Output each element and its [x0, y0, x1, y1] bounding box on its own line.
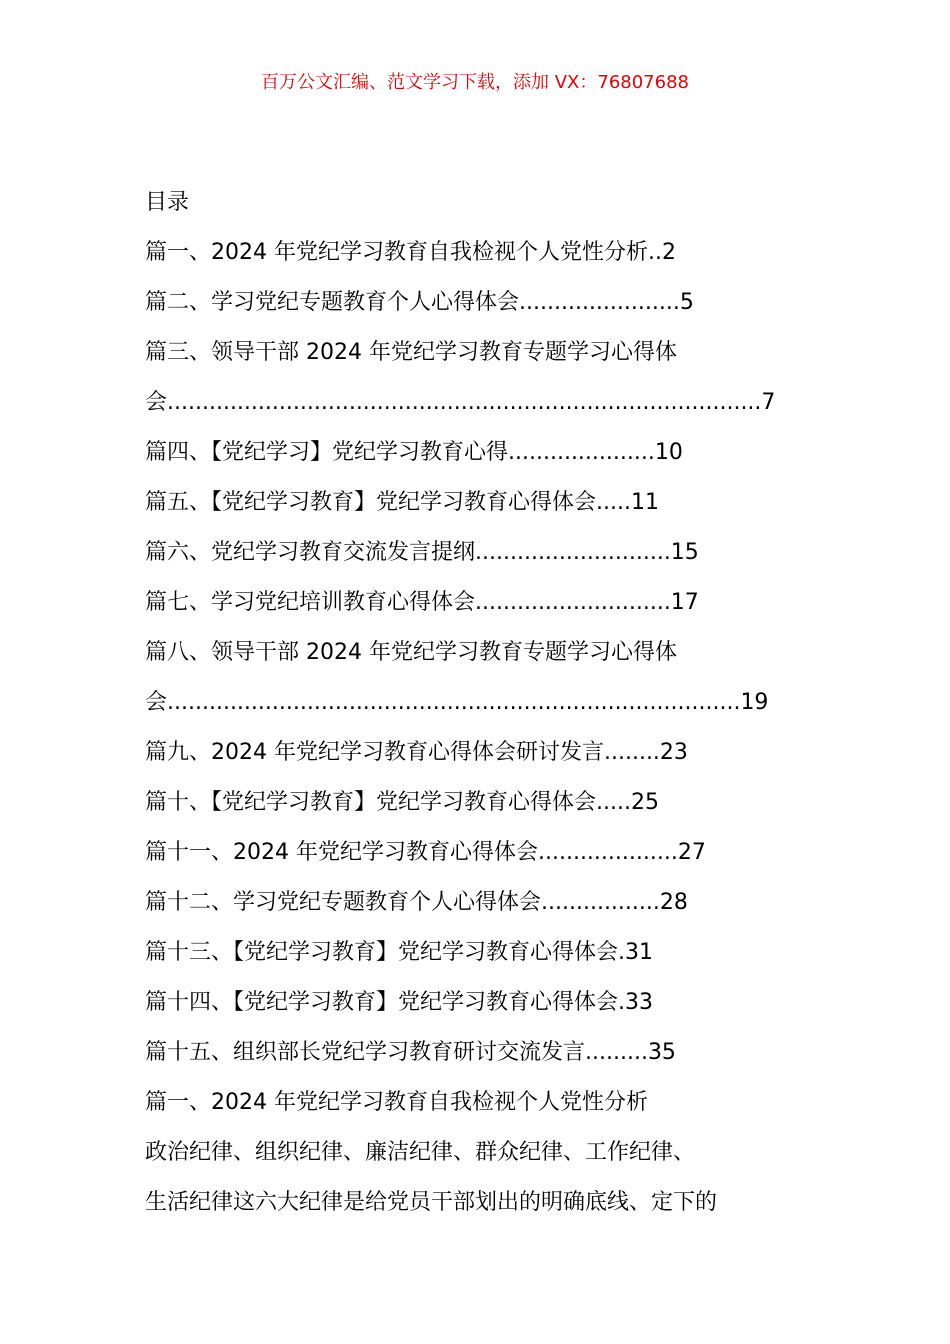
toc-entry[interactable]: 篇九、2024 年党纪学习教育心得体会研讨发言........23 [145, 740, 688, 765]
toc-entry[interactable]: 篇十、【党纪学习教育】党纪学习教育心得体会.....25 [145, 790, 659, 815]
toc-entry[interactable]: 篇一、2024 年党纪学习教育自我检视个人党性分析..2 [145, 240, 676, 265]
toc-entry[interactable]: 篇十三、【党纪学习教育】党纪学习教育心得体会.31 [145, 940, 653, 965]
toc-entry-continuation[interactable]: 会..................................................................................19 [145, 690, 769, 715]
toc-entry[interactable]: 篇七、学习党纪培训教育心得体会............................17 [145, 590, 699, 615]
watermark-header: 百万公文汇编、范文学习下载，添加 VX：76807688 [261, 72, 689, 93]
toc-entry[interactable]: 篇三、领导干部 2024 年党纪学习教育专题学习心得体 [145, 340, 677, 365]
toc-entry[interactable]: 篇十一、2024 年党纪学习教育心得体会....................27 [145, 840, 706, 865]
section-heading: 篇一、2024 年党纪学习教育自我检视个人党性分析 [145, 1090, 648, 1115]
toc-entry-continuation[interactable]: 会.....................................................................................7 [145, 390, 776, 415]
toc-entry[interactable]: 篇八、领导干部 2024 年党纪学习教育专题学习心得体 [145, 640, 677, 665]
document-content [145, 178, 785, 1228]
toc-title: 目录 [145, 190, 190, 215]
paragraph-line: 政治纪律、组织纪律、廉洁纪律、群众纪律、工作纪律、 [145, 1140, 696, 1165]
toc-entry[interactable]: 篇十二、学习党纪专题教育个人心得体会.................28 [145, 890, 688, 915]
paragraph-line: 生活纪律这六大纪律是给党员干部划出的明确底线、定下的 [145, 1190, 718, 1215]
toc-entry[interactable]: 篇十四、【党纪学习教育】党纪学习教育心得体会.33 [145, 990, 653, 1015]
toc-entry[interactable]: 篇四、【党纪学习】党纪学习教育心得.....................10 [145, 440, 683, 465]
toc-entry[interactable]: 篇十五、组织部长党纪学习教育研讨交流发言.........35 [145, 1040, 676, 1065]
toc-entry[interactable]: 篇六、党纪学习教育交流发言提纲............................15 [145, 540, 699, 565]
toc-entry[interactable]: 篇五、【党纪学习教育】党纪学习教育心得体会.....11 [145, 490, 659, 515]
toc-entry[interactable]: 篇二、学习党纪专题教育个人心得体会.......................5 [145, 290, 694, 315]
